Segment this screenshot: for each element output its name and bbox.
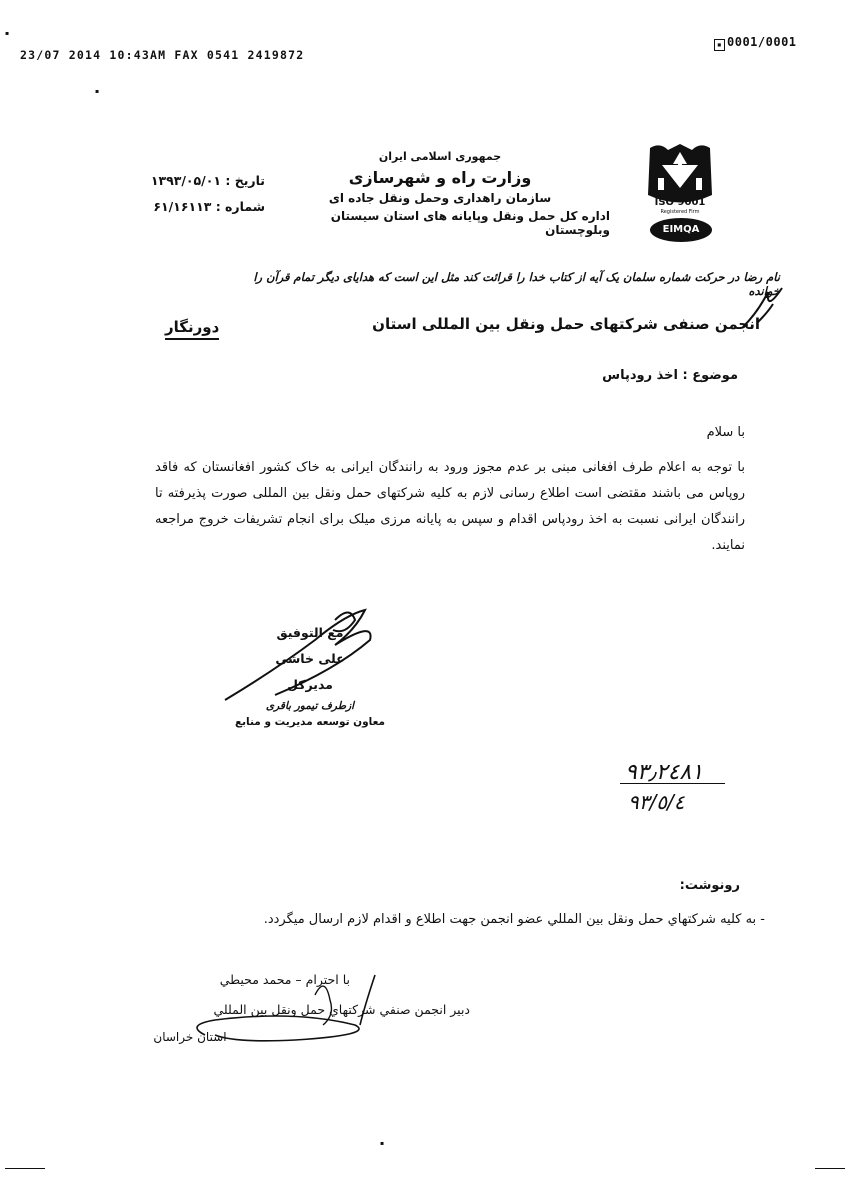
subject: موضوع : اخذ رودپاس xyxy=(602,368,738,383)
greeting: با سلام xyxy=(706,425,745,440)
recipient: انجمن صنفی شرکتهای حمل ونقل بین المللی استان xyxy=(372,315,760,333)
signature-scribble-icon xyxy=(215,600,385,710)
motto: نام رضا در حرکت شماره سلمان یک آیه از کتاب خدا را قرائت کند مثل این است که هدایای دیگر تمام قرآن را خوانده xyxy=(253,270,780,298)
reference-divider xyxy=(620,783,725,784)
sender-title: دبير انجمن صنفي شركتهاي حمل ونقل بين المللي xyxy=(213,1002,470,1017)
fax-page-icon: ▪ xyxy=(714,39,725,51)
signature-title: مدیرکل xyxy=(287,677,333,692)
scan-mark: ▪ xyxy=(95,88,100,95)
ministry-name: وزارت راه و شهرسازی xyxy=(348,168,532,187)
page-count-text: 0001/0001 xyxy=(727,35,797,49)
department-name: اداره کل حمل ونقل وپایانه های استان سیستان وبلوچستان xyxy=(330,209,610,237)
page-count xyxy=(714,35,797,51)
sender-province: استان خراسان xyxy=(153,1030,227,1044)
letter-meta xyxy=(125,168,265,220)
cert-badge: EIMQA xyxy=(650,218,712,242)
scan-mark: ▪ xyxy=(380,1140,385,1147)
letterhead xyxy=(270,150,610,237)
iso-label: ISO 9001 xyxy=(654,197,706,208)
cc-label: رونوشت: xyxy=(679,878,740,893)
signature-on-behalf: ازطرف تیمور باقری xyxy=(265,700,355,712)
signature-name: علی خاشی xyxy=(275,651,345,666)
signature-closing: مع التوفيق xyxy=(276,625,344,640)
sender-signature-icon xyxy=(175,965,405,1055)
cc-line: - به كليه شركتهاي حمل ونقل بين المللي عضو انجمن جهت اطلاع و اقدام لازم ارسال ميگردد. xyxy=(263,912,765,927)
reference-number: ٩٣٫٢٤٨١ xyxy=(625,760,704,785)
body-text: با توجه به اعلام طرف افغانی مبنی بر عدم مجوز ورود به رانندگان ایرانی به خاک کشور افغانستان که فاقد روپاس می باشند مقتضی است اطلاع رسانی لازم به کلیه شرکتهای حمل ونقل بین المللی صورت پذیرفته تا رانندگان ایرانی نسبت به اخذ رودپاس اقدام و سپس به پایانه مرزی میلک برای انجام تشریفات خروج مراجعه نمایند. xyxy=(155,460,745,553)
scan-mark: ▪ xyxy=(5,30,10,37)
scan-edge xyxy=(5,1168,45,1169)
handwritten-mark-icon xyxy=(738,282,788,332)
organization-name: سازمان راهداری وحمل ونقل جاده ای xyxy=(328,191,552,205)
scan-edge xyxy=(815,1168,845,1169)
reference-date: ٩٣/٥/٤ xyxy=(628,790,685,814)
letter-number: شماره : ۶۱/۱۶۱۱۳ xyxy=(153,199,265,214)
fax-badge: دورنگار xyxy=(165,318,219,340)
signature-deputy: معاون توسعه مدیریت و منابع xyxy=(234,716,386,728)
fax-header: 23/07 2014 10:43AM FAX 0541 2419872 xyxy=(20,48,305,62)
letter-date: تاریخ : ۱۳۹۳/۰۵/۰۱ xyxy=(150,173,265,188)
sender-regards: با احترام – محمد محيطي xyxy=(219,972,350,987)
country-name: جمهوری اسلامی ایران xyxy=(378,150,502,163)
iso-sub: Registered Firm xyxy=(660,209,700,215)
